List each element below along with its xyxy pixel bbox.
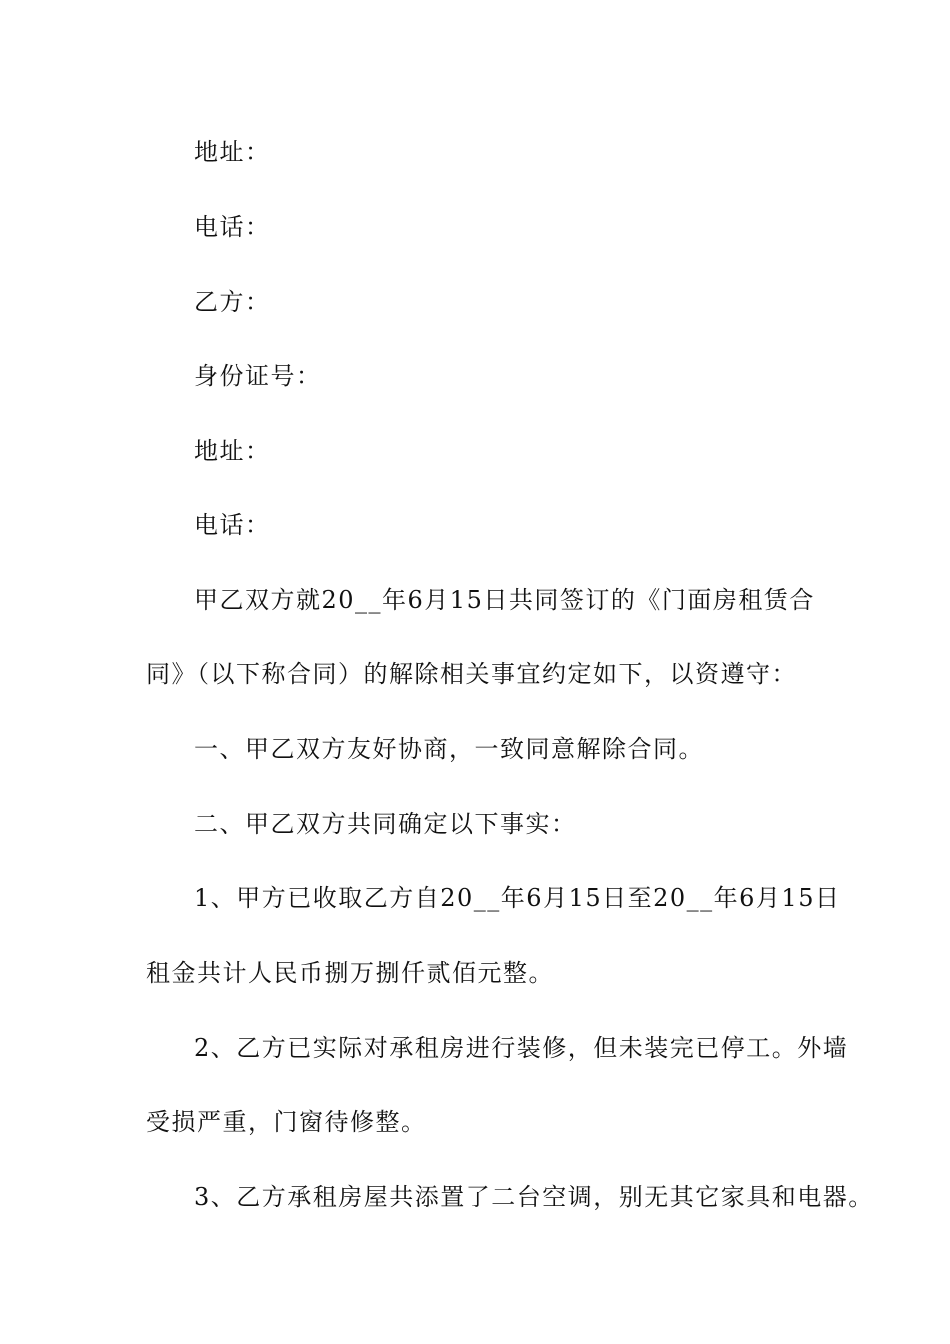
address-label-party-a: 地址： xyxy=(194,138,271,166)
item-two-line-1: 2、乙方已实际对承租房进行装修，但未装完已停工。外墙 xyxy=(194,1034,849,1062)
clause-two-heading: 二、甲乙双方共同确定以下事实： xyxy=(194,810,577,838)
item-two-line-2: 受损严重，门窗待修整。 xyxy=(146,1108,427,1136)
item-one-line-2: 租金共计人民币捌万捌仟贰佰元整。 xyxy=(146,959,554,987)
party-b-label: 乙方： xyxy=(194,288,271,316)
clause-one: 一、甲乙双方友好协商，一致同意解除合同。 xyxy=(194,735,704,763)
id-number-label: 身份证号： xyxy=(194,362,322,390)
address-label-party-b: 地址： xyxy=(194,437,271,465)
phone-label-party-a: 电话： xyxy=(194,213,271,241)
intro-paragraph-line-1: 甲乙双方就20__年6月15日共同签订的《门面房租赁合 xyxy=(194,586,815,614)
item-three: 3、乙方承租房屋共添置了二台空调，别无其它家具和电器。 xyxy=(194,1183,874,1211)
phone-label-party-b: 电话： xyxy=(194,511,271,539)
item-one-line-1: 1、甲方已收取乙方自20__年6月15日至20__年6月15日 xyxy=(194,884,841,912)
intro-paragraph-line-2: 同》（以下称合同）的解除相关事宜约定如下，以资遵守： xyxy=(146,660,797,688)
